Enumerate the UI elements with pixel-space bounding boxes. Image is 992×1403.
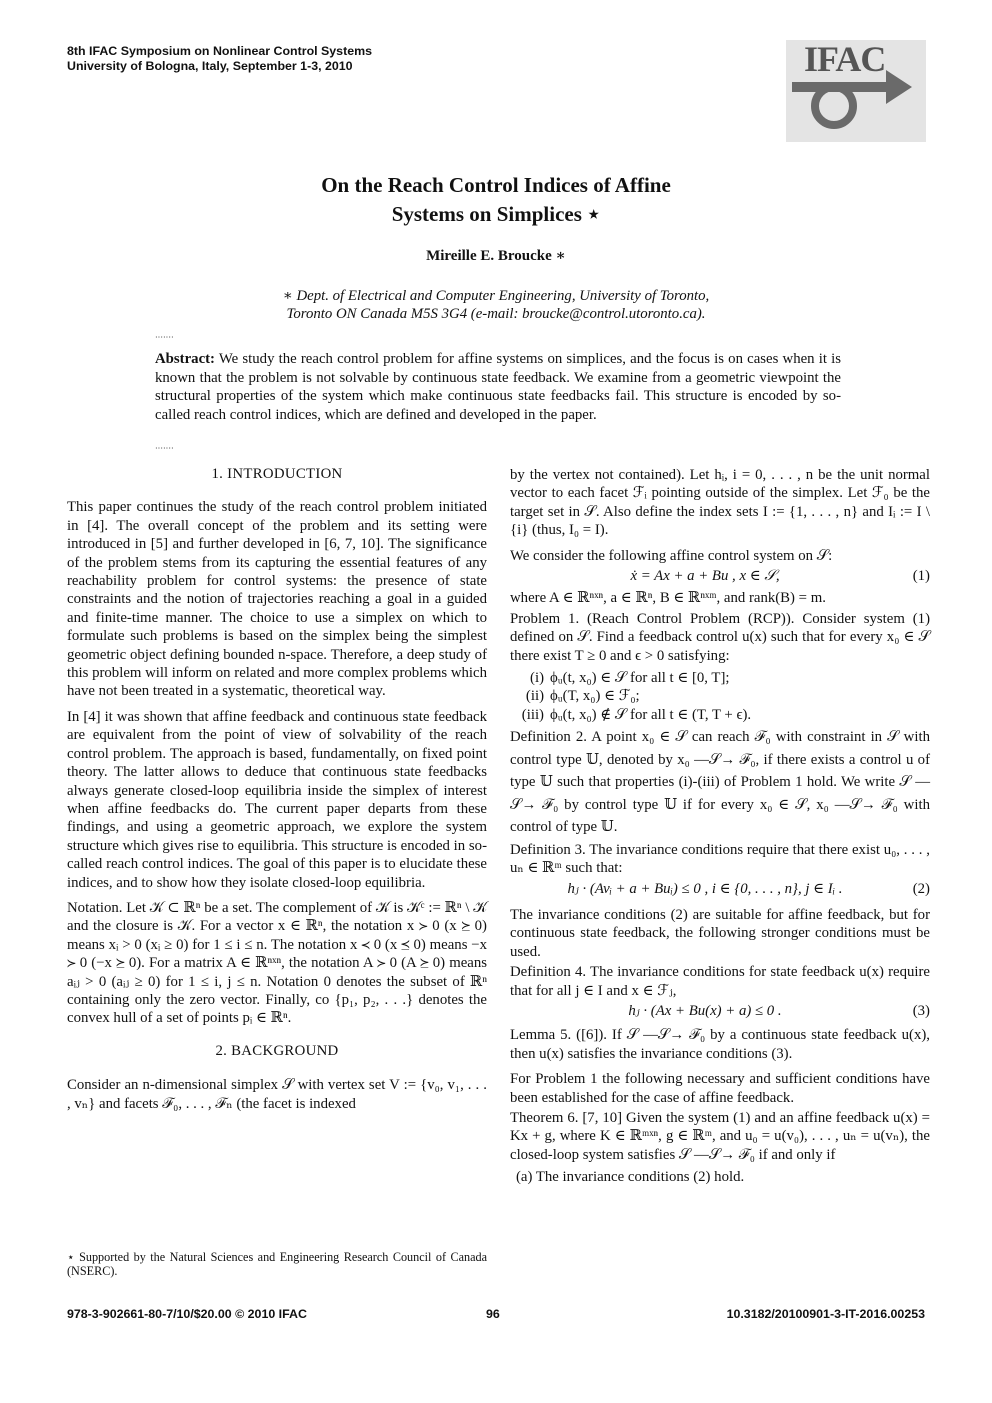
right-paragraph-3: where A ∈ ℝⁿˣⁿ, a ∈ ℝⁿ, B ∈ ℝⁿˣᵐ, and rank(B) = m. (510, 590, 826, 607)
condition-item: (i) ϕᵤ(t, x₀) ∈ 𝒮 for all t ∈ [0, T]; (530, 670, 730, 687)
title-line-2: Systems on Simplices ⋆ (391, 202, 601, 226)
footer-doi: 10.3182/20100901-3-IT-2016.00253 (726, 1307, 925, 1321)
affiliation (0, 287, 992, 323)
definition-4: Definition 4. The invariance conditions for state feedback u(x) require that for all j ∈ I and x ∈ ℱⱼ, (510, 964, 930, 999)
theorem-6: Theorem 6. [7, 10] Given the system (1) and an affine feedback u(x) = Kx + g, where K ∈ ℝᵐˣⁿ, g ∈ ℝᵐ, and u₀ = u(v₀), . . . , uₙ = u(vₙ), the closed-loop system satisfies 𝒮 —𝒮→ ℱ₀ if and only if (510, 1110, 930, 1163)
affiliation-line-1: ∗ Dept. of Electrical and Computer Engineering, University of Toronto, (282, 288, 710, 304)
equation-1 (510, 567, 930, 585)
right-paragraph-4: The invariance conditions (2) are suitable for affine feedback, but for continuous state feedback, the following stronger conditions must be used. (510, 907, 930, 960)
problem-1: Problem 1. (Reach Control Problem (RCP)). Consider system (1) defined on 𝒮. Find a feedback control u(x) such that for every x₀ ∈ 𝒮 there exist T ≥ 0 and ϵ > 0 satisfying: (510, 610, 930, 664)
notation-paragraph: Notation. Let 𝒦 ⊂ ℝⁿ be a set. The complement of 𝒦 is 𝒦ᶜ := ℝⁿ \ 𝒦 and the closure is 𝒦. For a vector x ∈ ℝⁿ, the notation x ≻ 0 (x ⪰ 0) means xᵢ > 0 (xᵢ ≥ 0) for 1 ≤ i ≤ n. The notation x ≺ 0 (x ⪯ 0) means −x ≻ 0 (−x ⪰ 0). For a matrix A ∈ ℝⁿˣⁿ, the notation A ≻ 0 (A ⪰ 0) means aᵢⱼ > 0 (aᵢⱼ ≥ 0) for 1 ≤ i, j ≤ n. Notation 0 denotes the subset of ℝⁿ containing only the zero vector. Finally, co {p₁, p₂, . . .} denotes the convex hull of a set of points pᵢ ∈ ℝⁿ. (67, 899, 487, 1027)
abstract-label: Abstract: (155, 351, 215, 367)
right-column (510, 466, 930, 1194)
equation-2-body: hⱼ · (Avᵢ + a + Buᵢ) ≤ 0 , i ∈ {0, . . . , n}, j ∈ Iᵢ . (567, 880, 843, 897)
right-paragraph-1: by the vertex not contained). Let hᵢ, i = 0, . . . , n be the unit normal vector to each facet ℱᵢ pointing outside of the simplex. Let ℱ₀ be the target set in 𝒮. Also define the index sets I := {1, . . . , n} and Iᵢ := I \ {i} (thus, I₀ = I). (510, 467, 930, 539)
equation-2 (510, 880, 930, 898)
equation-1-body: ẋ = Ax + a + Bu , x ∈ 𝒮, (630, 568, 780, 585)
equation-1-number: (1) (912, 568, 930, 585)
right-paragraph-5: For Problem 1 the following necessary and sufficient conditions have been established for the case of affine feedback. (510, 1071, 930, 1106)
ifac-logo-text: IFAC (804, 39, 886, 79)
theorem-6-item-a: (a) The invariance conditions (2) hold. (516, 1169, 745, 1186)
divider-top: ······· (155, 333, 174, 342)
definition-2: Definition 2. A point x₀ ∈ 𝒮 can reach ℱ₀ with constraint in 𝒮 with control type 𝕌, denoted by x₀ —𝒮→ ℱ₀, if there exists a control u of type 𝕌 such that properties (i)-(iii) of Problem 1 hold. We write 𝒮 —𝒮→ ℱ₀ by control type 𝕌 if for every x₀ ∈ 𝒮, x₀ —𝒮→ ℱ₀ with control of type 𝕌. (510, 729, 930, 836)
abstract-text: We study the reach control problem for affine systems on simplices, and the focus is on cases when it is known that the problem is not solvable by continuous state feedback. We examine from a geometric viewpoint the structural properties of the system which make continuous state feedbacks fail. This structure is encoded by so-called reach control indices, which are defined and developed in the paper. (155, 351, 841, 423)
author: Mireille E. Broucke ∗ (426, 248, 566, 264)
equation-2-number: (2) (912, 880, 930, 897)
condition-item: (iii) ϕᵤ(t, x₀) ∉ 𝒮 for all t ∈ (T, T + ϵ). (521, 706, 752, 723)
equation-3-body: hⱼ · (Ax + Bu(x) + a) ≤ 0 . (628, 1003, 782, 1020)
equation-3 (510, 1002, 930, 1020)
affiliation-line-2: Toronto ON Canada M5S 3G4 (e-mail: broucke@control.utoronto.ca). (286, 306, 706, 322)
problem-1-conditions (510, 669, 930, 724)
background-paragraph: Consider an n-dimensional simplex 𝒮 with vertex set V := {v₀, v₁, . . . , vₙ} and facets ℱ₀, . . . , ℱₙ (the facet is indexed (67, 1077, 487, 1112)
ifac-arrow-ring-icon (786, 40, 926, 142)
condition-item: (ii) ϕᵤ(T, x₀) ∈ ℱ₀; (525, 688, 640, 705)
intro-paragraph-2: In [4] it was shown that affine feedback and continuous state feedback are equivalent from the point of view of solvability of the reach control problem. The approach is based, fundamentally, on fixed point theory. The latter allows to deduce that continuous state feedbacks always generate closed-loop equilibria inside the simplex of interest when affine feedbacks do. The current paper departs from these findings, and using a geometric approach, we explore the system structure which gives rise to equilibria. This structure is encoded in so-called reach control indices. The goal of this paper is to elucidate these indices, and to show how they isolate closed-loop equilibria. (67, 708, 487, 891)
equation-3-number: (3) (912, 1003, 930, 1020)
left-column (67, 455, 487, 1120)
section-background-heading: 2. BACKGROUND (215, 1042, 339, 1059)
divider-bottom: ······· (155, 444, 174, 453)
abstract (155, 350, 841, 424)
intro-paragraph-1: This paper continues the study of the reach control problem initiated in [4]. The overall concept of the problem and its setting were introduced in [5] and further developed in [6, 7, 10]. The significance of the problem stems from its capturing the essential features of any reachability problem for control systems: the presence of state constraints and the notion of trajectories reaching a goal in a guided and finite-time manner. The choice to use a simplex on which to formulate such problems is based on the simplex being the simplest geometric object defining bounded n-space. Therefore, a deep study of this problem will inform on related and more complex problems which have not been treated in a systematic, theoretical way. (67, 499, 487, 700)
page-number: 96 (486, 1307, 500, 1321)
lemma-5: Lemma 5. ([6]). If 𝒮 —𝒮→ ℱ₀ by a continuous state feedback u(x), then u(x) satisfies the invariance conditions (3). (510, 1027, 930, 1062)
paper-title (0, 171, 992, 229)
section-introduction-heading: 1. INTRODUCTION (211, 466, 343, 482)
title-line-1: On the Reach Control Indices of Affine (321, 173, 671, 197)
footnote: ⋆ Supported by the Natural Sciences and Engineering Research Council of Canada (NSERC). (67, 1250, 487, 1278)
definition-3: Definition 3. The invariance conditions require that there exist u₀, . . . , uₙ ∈ ℝᵐ such that: (510, 841, 930, 877)
conference-venue: University of Bologna, Italy, September 1-3, 2010 (67, 59, 353, 73)
conference-header (67, 44, 372, 74)
conference-name: 8th IFAC Symposium on Nonlinear Control Systems (67, 44, 372, 58)
footer-isbn: 978-3-902661-80-7/10/$20.00 © 2010 IFAC (67, 1307, 307, 1321)
right-paragraph-2: We consider the following affine control system on 𝒮: (510, 547, 833, 564)
ifac-logo (786, 40, 926, 142)
